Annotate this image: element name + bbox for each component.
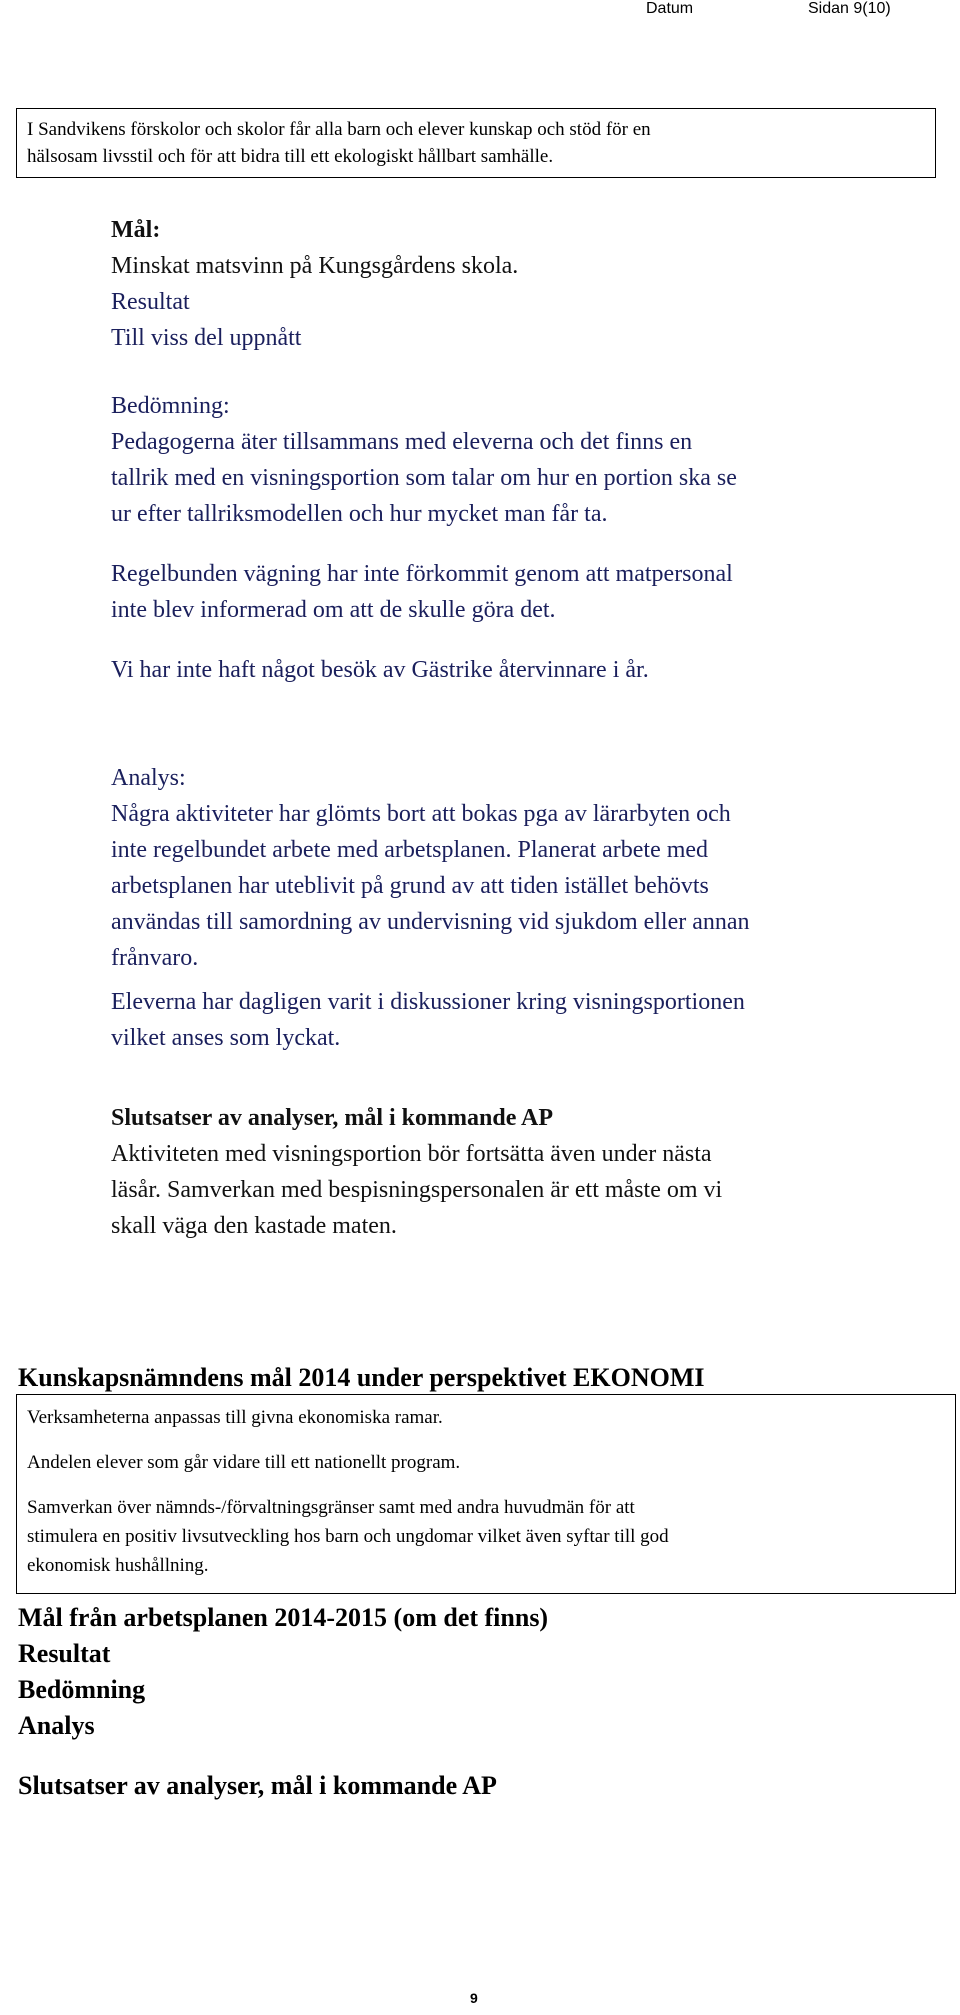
economy-item-3-line1: Samverkan över nämnds-/förvaltningsgränser samt med andra huvudmän för att xyxy=(27,1497,635,1518)
bottom-analysis-heading: Analys xyxy=(18,1711,95,1740)
assessment-para1-line3: ur efter tallriksmodellen och hur mycket man får ta. xyxy=(111,501,608,527)
economy-item-1: Verksamheterna anpassas till givna ekonomiska ramar. xyxy=(27,1407,443,1428)
analysis-para2-line1: Eleverna har dagligen varit i diskussioner kring visningsportionen xyxy=(111,989,745,1015)
economy-item-2: Andelen elever som går vidare till ett nationellt program. xyxy=(27,1452,461,1473)
goal-text: Minskat matsvinn på Kungsgårdens skola. xyxy=(111,253,519,279)
plan-goal-heading: Mål från arbetsplanen 2014-2015 (om det finns) xyxy=(18,1603,549,1632)
conclusions-line2: läsår. Samverkan med bespisningspersonalen är ett måste om vi xyxy=(111,1177,723,1203)
intro-box xyxy=(16,108,936,178)
intro-line-1: I Sandvikens förskolor och skolor får alla barn och elever kunskap och stöd för en xyxy=(27,119,651,140)
bottom-headings xyxy=(18,1600,938,1804)
assessment-para2-line1: Regelbunden vägning har inte förkommit genom att matpersonal xyxy=(111,561,733,587)
bottom-conclusions-heading: Slutsatser av analyser, mål i kommande AP xyxy=(18,1771,497,1800)
economy-item-3-line3: ekonomisk hushållning. xyxy=(27,1555,209,1576)
assessment-heading: Bedömning: xyxy=(111,393,230,419)
analysis-para2-line2: vilket anses som lyckat. xyxy=(111,1025,341,1051)
analysis-para1-line3: arbetsplanen har uteblivit på grund av att tiden istället behövts xyxy=(111,873,709,899)
conclusions-section xyxy=(111,1100,931,1244)
economy-title: Kunskapsnämndens mål 2014 under perspektivet EKONOMI xyxy=(18,1363,705,1392)
intro-line-2: hälsosam livsstil och för att bidra till ett ekologiskt hållbart samhälle. xyxy=(27,146,554,167)
analysis-para1-line5: frånvaro. xyxy=(111,945,199,971)
footer-page-number: 9 xyxy=(470,1990,478,2006)
economy-box xyxy=(16,1394,956,1594)
economy-item-3-line2: stimulera en positiv livsutveckling hos barn och ungdomar vilket även syftar till god xyxy=(27,1526,669,1547)
analysis-para1-line2: inte regelbundet arbete med arbetsplanen. Planerat arbete med xyxy=(111,837,709,863)
analysis-section xyxy=(111,760,931,1056)
bottom-assessment-heading: Bedömning xyxy=(18,1675,146,1704)
assessment-para1-line1: Pedagogerna äter tillsammans med eleverna och det finns en xyxy=(111,429,693,455)
header-date-label: Datum xyxy=(646,0,694,17)
conclusions-line1: Aktiviteten med visningsportion bör fortsätta även under nästa xyxy=(111,1141,712,1167)
result-heading: Resultat xyxy=(111,289,190,315)
assessment-para1-line2: tallrik med en visningsportion som talar om hur en portion ska se xyxy=(111,465,737,491)
analysis-para1-line4: användas till samordning av undervisning vid sjukdom eller annan xyxy=(111,909,750,935)
bottom-result-heading: Resultat xyxy=(18,1639,111,1668)
goal-heading: Mål: xyxy=(111,217,161,243)
result-text: Till viss del uppnått xyxy=(111,325,302,351)
assessment-para3: Vi har inte haft något besök av Gästrike återvinnare i år. xyxy=(111,657,649,683)
page-header xyxy=(0,0,960,24)
assessment-section xyxy=(111,388,931,688)
goal-block xyxy=(111,212,931,356)
assessment-para2-line2: inte blev informerad om att de skulle göra det. xyxy=(111,597,556,623)
analysis-heading: Analys: xyxy=(111,765,186,791)
conclusions-line3: skall väga den kastade maten. xyxy=(111,1213,397,1239)
analysis-para1-line1: Några aktiviteter har glömts bort att bokas pga av lärarbyten och xyxy=(111,801,731,827)
conclusions-heading: Slutsatser av analyser, mål i kommande AP xyxy=(111,1105,554,1131)
header-page-number: Sidan 9(10) xyxy=(808,0,891,17)
